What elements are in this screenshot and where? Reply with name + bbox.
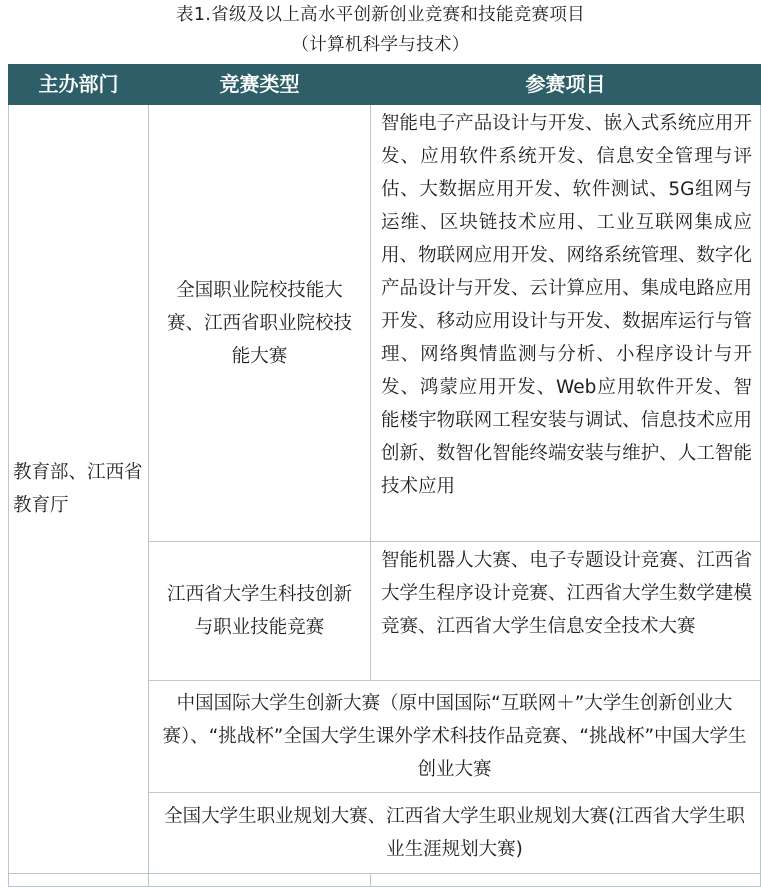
department-cell: 教育部、江西省教育厅 [9, 105, 149, 874]
merged-projects-cell: 全国大学生职业规划大赛、江西省大学生职业规划大赛(江西省大学生职业生涯规划大赛) [149, 793, 761, 874]
table-row [9, 105, 761, 542]
merged-projects-cell: 中国国际大学生创新大赛（原中国国际“互联网＋”大学生创新创业大赛）、“挑战杯”全国大学生课外学术科技作品竞赛、“挑战杯”中国大学生创业大赛 [149, 681, 761, 793]
competition-type-cell: 全国职业院校技能大赛、江西省职业院校技能大赛 [149, 105, 371, 542]
empty-cell [9, 874, 149, 887]
header-row [9, 65, 761, 105]
competition-table [8, 64, 761, 887]
empty-cell [149, 874, 371, 887]
table-caption [0, 0, 761, 60]
caption-line-1: 表1.省级及以上高水平创新创业竞赛和技能竞赛项目 [176, 5, 585, 25]
header-projects: 参赛项目 [371, 65, 761, 105]
empty-cell [371, 874, 761, 887]
projects-cell: 智能机器人大赛、电子专题设计竞赛、江西省大学生程序设计竞赛、江西省大学生数学建模竞赛、江西省大学生信息安全技术大赛 [371, 542, 761, 681]
table-row [9, 874, 761, 887]
projects-cell: 智能电子产品设计与开发、嵌入式系统应用开发、应用软件系统开发、信息安全管理与评估、大数据应用开发、软件测试、5G组网与运维、区块链技术应用、工业互联网集成应用、物联网应用开发、网络系统管理、数字化产品设计与开发、云计算应用、集成电路应用开发、移动应用设计与开发、数据库运行与管理、网络舆情监测与分析、小程序设计与开发、鸿蒙应用开发、Web应用软件开发、智能楼宇物联网工程安装与调试、信息技术应用创新、数智化智能终端安装与维护、人工智能技术应用 [371, 105, 761, 542]
caption-line-2: （计算机科学与技术） [291, 35, 470, 55]
header-department: 主办部门 [9, 65, 149, 105]
header-competition-type: 竞赛类型 [149, 65, 371, 105]
competition-type-cell: 江西省大学生科技创新与职业技能竞赛 [149, 542, 371, 681]
